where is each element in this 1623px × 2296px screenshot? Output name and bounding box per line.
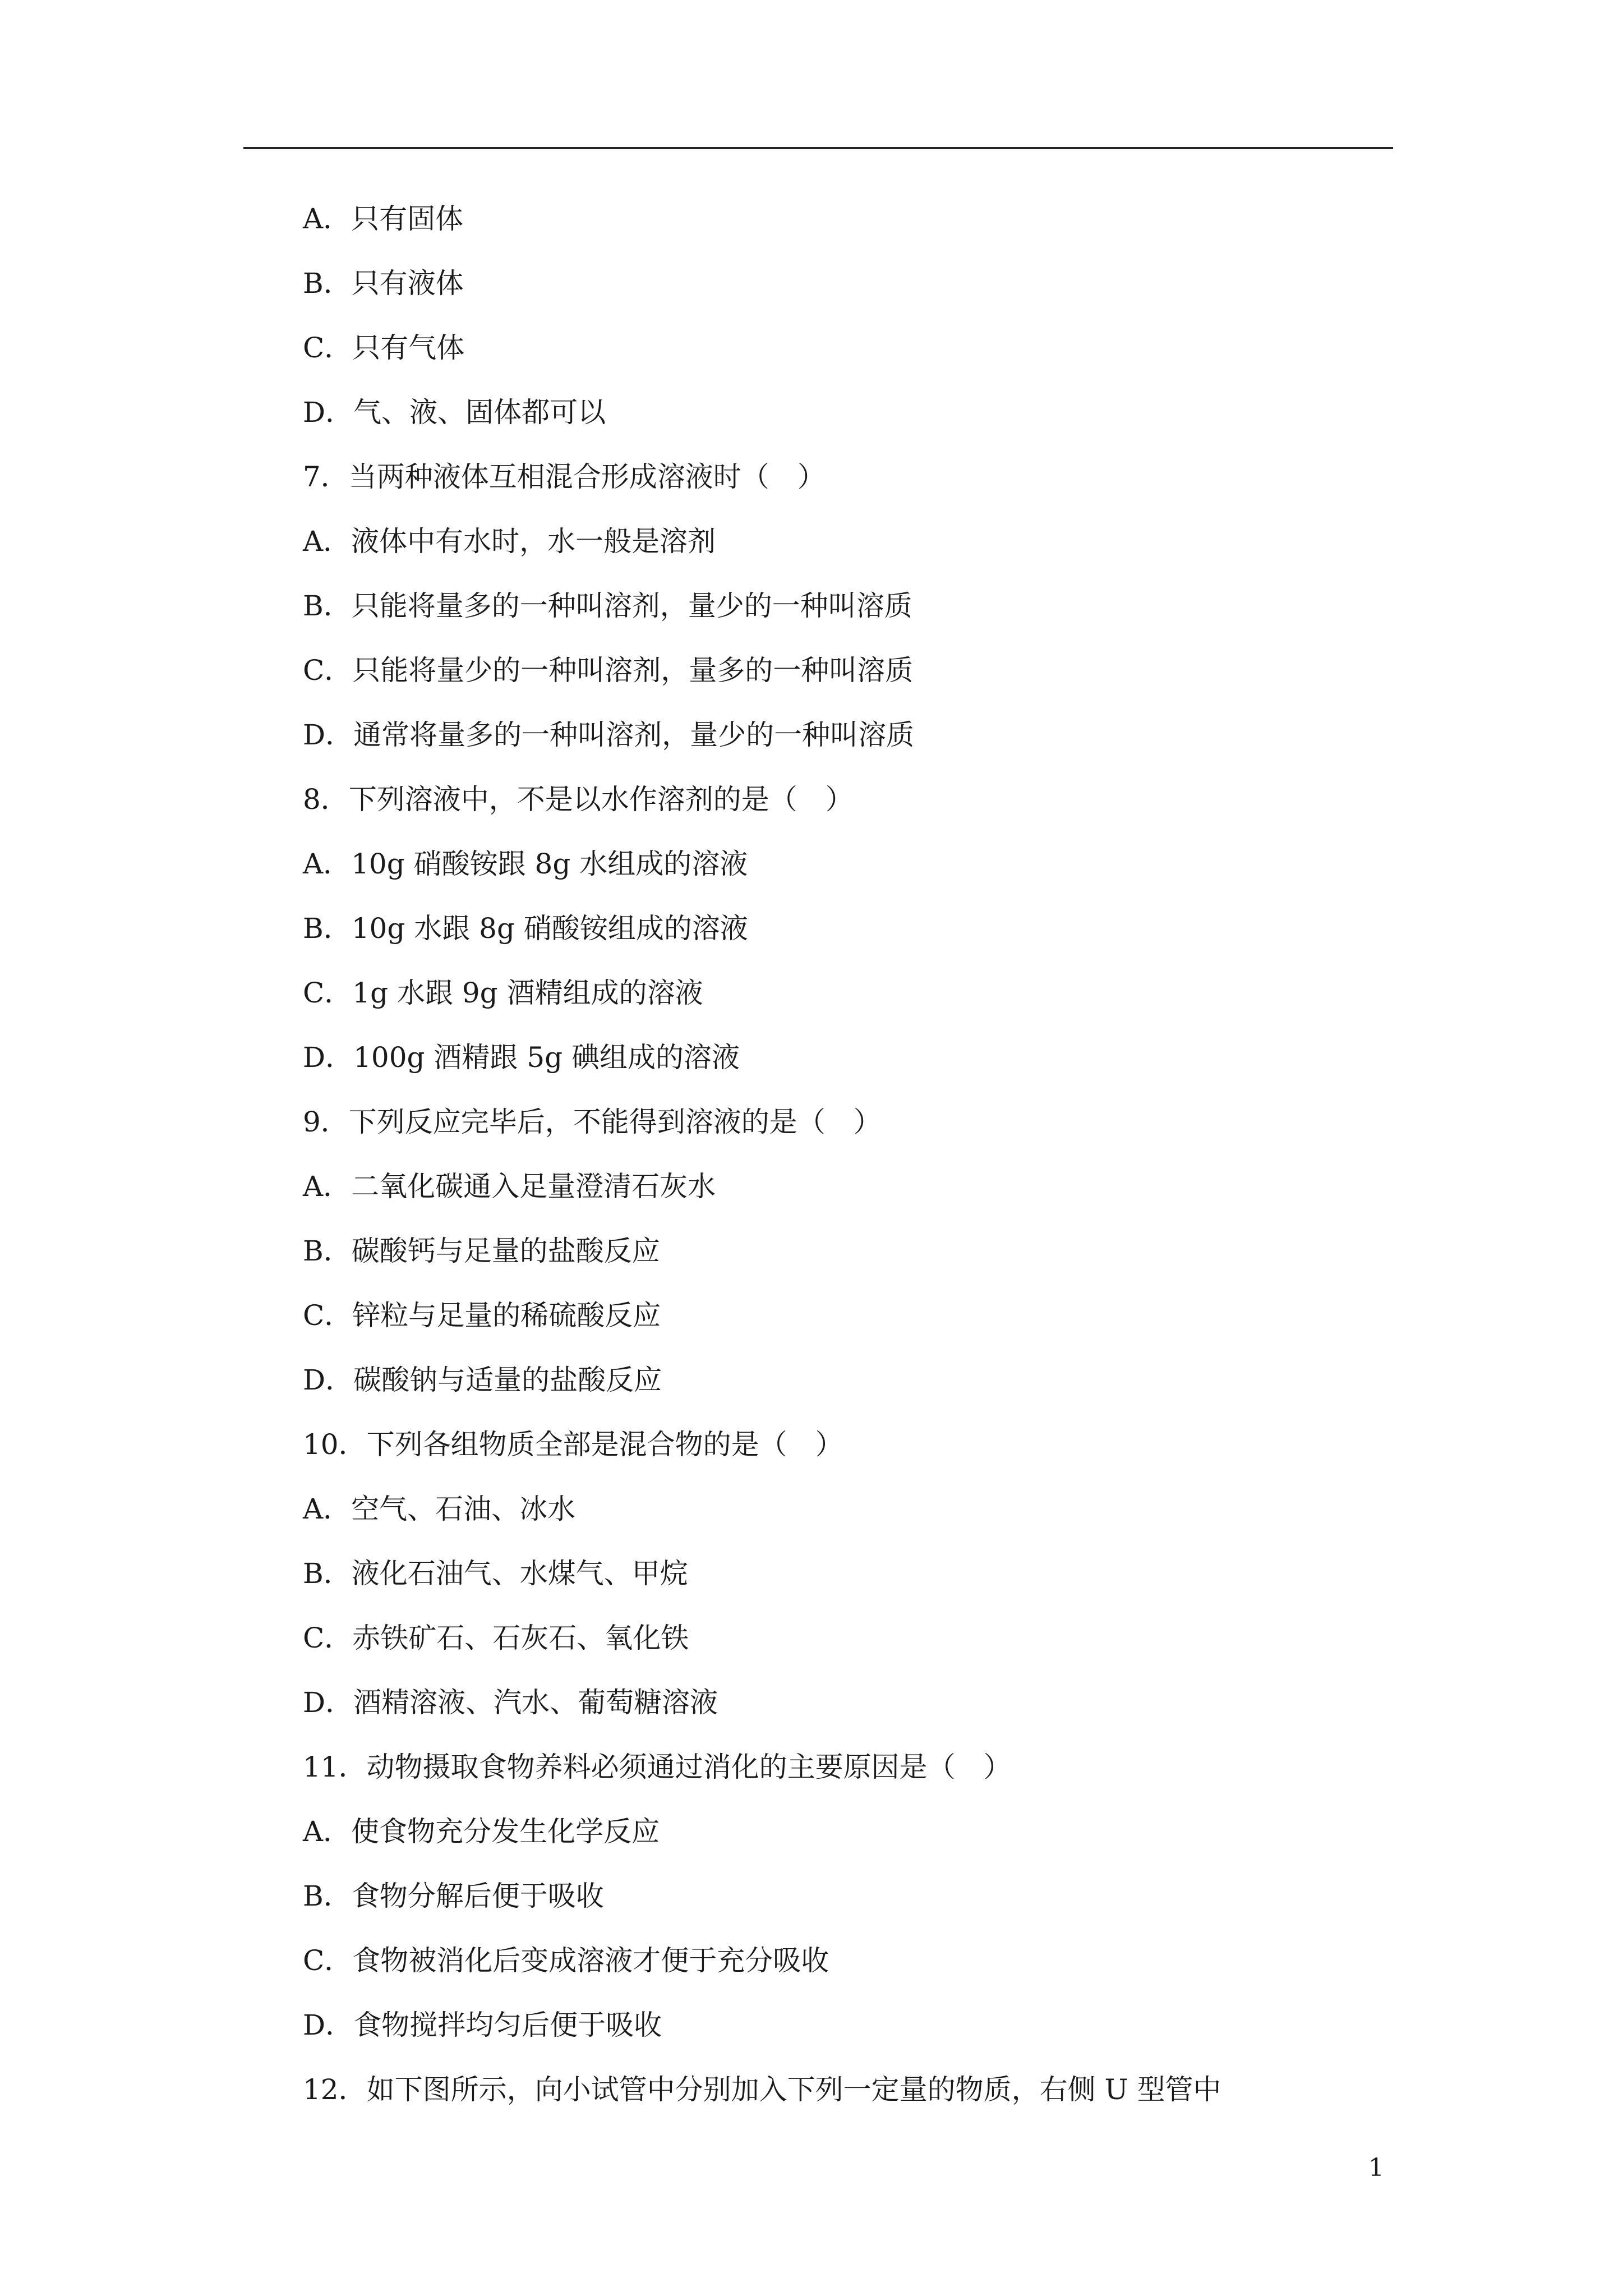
text-line: C．1g 水跟 9g 酒精组成的溶液	[303, 977, 703, 1009]
question-7: 7．当两种液体互相混合形成溶液时（ ）	[303, 461, 826, 493]
text-line: D．食物搅拌均匀后便于吸收	[303, 2009, 662, 2041]
text-line: A．只有固体	[303, 203, 464, 235]
text-line: A．二氧化碳通入足量澄清石灰水	[303, 1170, 716, 1203]
text-line: A．使食物充分发生化学反应	[303, 1815, 660, 1848]
text-line: D．碳酸钠与适量的盐酸反应	[303, 1364, 662, 1396]
text-line: B．液化石油气、水煤气、甲烷	[303, 1557, 688, 1590]
text-line: B．10g 水跟 8g 硝酸铵组成的溶液	[303, 912, 748, 945]
text-line: B．只能将量多的一种叫溶剂，量少的一种叫溶质	[303, 590, 912, 622]
text-line: B．食物分解后便于吸收	[303, 1880, 604, 1912]
question-11: 11．动物摄取食物养料必须通过消化的主要原因是（ ）	[303, 1751, 1012, 1783]
text-line: C．只能将量少的一种叫溶剂，量多的一种叫溶质	[303, 654, 914, 687]
text-line: C．食物被消化后变成溶液才便于充分吸收	[303, 1944, 829, 1977]
text-line: D．气、液、固体都可以	[303, 396, 606, 429]
question-9: 9．下列反应完毕后，不能得到溶液的是（ ）	[303, 1106, 882, 1138]
text-line: B．碳酸钙与足量的盐酸反应	[303, 1235, 660, 1267]
text-line: D．通常将量多的一种叫溶剂，量少的一种叫溶质	[303, 719, 915, 751]
text-line: A．液体中有水时，水一般是溶剂	[303, 525, 716, 558]
text-line: B．只有液体	[303, 267, 464, 300]
header-rule	[243, 147, 1393, 149]
text-line: A．空气、石油、冰水	[303, 1493, 576, 1525]
text-line: C．锌粒与足量的稀硫酸反应	[303, 1299, 661, 1332]
document-body	[303, 199, 1424, 2134]
text-line: D．酒精溶液、汽水、葡萄糖溶液	[303, 1686, 718, 1719]
text-line: A．10g 硝酸铵跟 8g 水组成的溶液	[303, 848, 748, 880]
text-line: C．赤铁矿石、石灰石、氧化铁	[303, 1622, 689, 1654]
question-10: 10．下列各组物质全部是混合物的是（ ）	[303, 1428, 843, 1461]
text-line: C．只有气体	[303, 332, 465, 364]
text-line: D．100g 酒精跟 5g 碘组成的溶液	[303, 1041, 740, 1074]
page-number: 1	[1368, 2154, 1384, 2182]
question-12: 12．如下图所示，向小试管中分别加入下列一定量的物质，右侧 U 型管中	[303, 2073, 1221, 2106]
question-8: 8．下列溶液中，不是以水作溶剂的是（ ）	[303, 783, 854, 816]
